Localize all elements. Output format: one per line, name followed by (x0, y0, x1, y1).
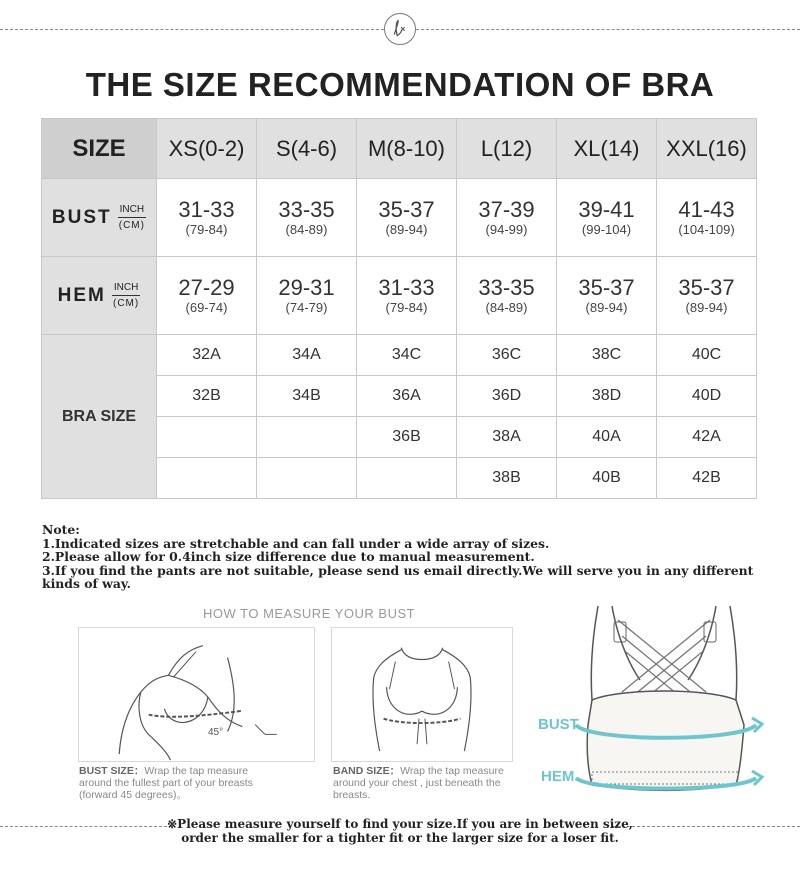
bra-size-cell: 38B (457, 458, 557, 499)
bust-cell: 41-43 (104-109) (657, 179, 757, 257)
bra-size-cell (357, 458, 457, 499)
bra-size-cell: 36B (357, 417, 457, 458)
bra-size-cell: 32A (157, 335, 257, 376)
angle-label: 45° (208, 727, 224, 738)
hem-cell: 27-29 (69-74) (157, 257, 257, 335)
bra-size-cell: 34C (357, 335, 457, 376)
size-header-cell: L(12) (457, 119, 557, 179)
hem-label: HEM (57, 284, 106, 306)
bust-size-caption-text: Wrap the tap measure around the fullest part of your breasts (forward 45 degrees)。 (79, 765, 253, 801)
bust-cell: 35-37 (89-94) (357, 179, 457, 257)
unit-fraction: $\frac{\text{INCH}}{(CM)}$ (118, 204, 145, 231)
bust-row-header (42, 179, 157, 257)
bust-cell: 39-41 (99-104) (557, 179, 657, 257)
brand-logo-icon (384, 13, 416, 45)
page-title: THE SIZE RECOMMENDATION OF BRA (85, 66, 715, 103)
hem-row-header (42, 257, 157, 335)
bra-size-cell (157, 458, 257, 499)
size-header-label: SIZE (42, 119, 157, 179)
hem-cell: 31-33 (79-84) (357, 257, 457, 335)
note-item: 3.If you find the pants are not suitable, please send us email directly.We will serve you in any different kinds of way. (42, 562, 754, 591)
bra-size-cell: 40D (657, 376, 757, 417)
how-to-measure-title: HOW TO MEASURE YOUR BUST (203, 606, 416, 621)
band-size-caption-text: Wrap the tap measure around your chest , just beneath the breasts. (333, 765, 504, 801)
notes-block (42, 523, 772, 591)
size-header-row (42, 119, 757, 179)
bra-size-cell: 42A (657, 417, 757, 458)
bottom-note-line: ※Please measure yourself to find your size.If you are in between size, (167, 817, 633, 831)
bra-size-cell: 42B (657, 458, 757, 499)
bra-size-cell: 38C (557, 335, 657, 376)
bra-size-cell: 34A (257, 335, 357, 376)
bottom-note (0, 818, 800, 845)
bust-row (42, 179, 757, 257)
bra-size-row (42, 335, 757, 376)
bra-size-cell: 38D (557, 376, 657, 417)
hem-cell: 35-37 (89-94) (657, 257, 757, 335)
bra-size-label: BRA SIZE (42, 335, 157, 499)
unit-fraction: $\frac{\text{INCH}}{(CM)}$ (113, 282, 140, 309)
hem-row (42, 257, 757, 335)
bra-size-cell: 36A (357, 376, 457, 417)
bra-size-cell: 38A (457, 417, 557, 458)
bra-size-cell (257, 458, 357, 499)
note-item: 2.Please allow for 0.4inch size difference due to manual measurement. (42, 549, 535, 564)
band-size-caption-label: BAND SIZE： (333, 765, 401, 777)
bra-size-cell: 32B (157, 376, 257, 417)
notes-heading: Note: (42, 522, 80, 537)
size-header-cell: S(4-6) (257, 119, 357, 179)
band-measure-illustration-icon (331, 627, 513, 762)
size-header-cell: XS(0-2) (157, 119, 257, 179)
hem-cell: 29-31 (74-79) (257, 257, 357, 335)
size-header-cell: XL(14) (557, 119, 657, 179)
bra-size-cell (257, 417, 357, 458)
bust-size-caption (79, 765, 279, 801)
hem-marker-label: HEM (541, 768, 575, 785)
bust-measure-illustration-icon (78, 627, 315, 762)
bra-size-cell: 40A (557, 417, 657, 458)
bust-marker-label: BUST (538, 716, 579, 733)
bra-size-cell: 36C (457, 335, 557, 376)
bra-size-cell: 36D (457, 376, 557, 417)
size-table (41, 118, 757, 499)
band-size-caption (333, 765, 518, 801)
bra-size-cell: 40B (557, 458, 657, 499)
bust-cell: 31-33 (79-84) (157, 179, 257, 257)
bra-size-cell: 40C (657, 335, 757, 376)
bust-size-caption-label: BUST SIZE： (79, 765, 145, 777)
bust-label: BUST (51, 206, 112, 228)
bust-cell: 37-39 (94-99) (457, 179, 557, 257)
size-header-cell: M(8-10) (357, 119, 457, 179)
bust-cell: 33-35 (84-89) (257, 179, 357, 257)
bra-size-cell (157, 417, 257, 458)
size-header-cell: XXL(16) (657, 119, 757, 179)
note-item: 1.Indicated sizes are stretchable and can fall under a wide array of sizes. (42, 535, 550, 551)
hem-cell: 35-37 (89-94) (557, 257, 657, 335)
bottom-note-line: order the smaller for a tighter fit or the larger size for a loser fit. (181, 830, 619, 845)
bra-size-cell: 34B (257, 376, 357, 417)
hem-cell: 33-35 (84-89) (457, 257, 557, 335)
